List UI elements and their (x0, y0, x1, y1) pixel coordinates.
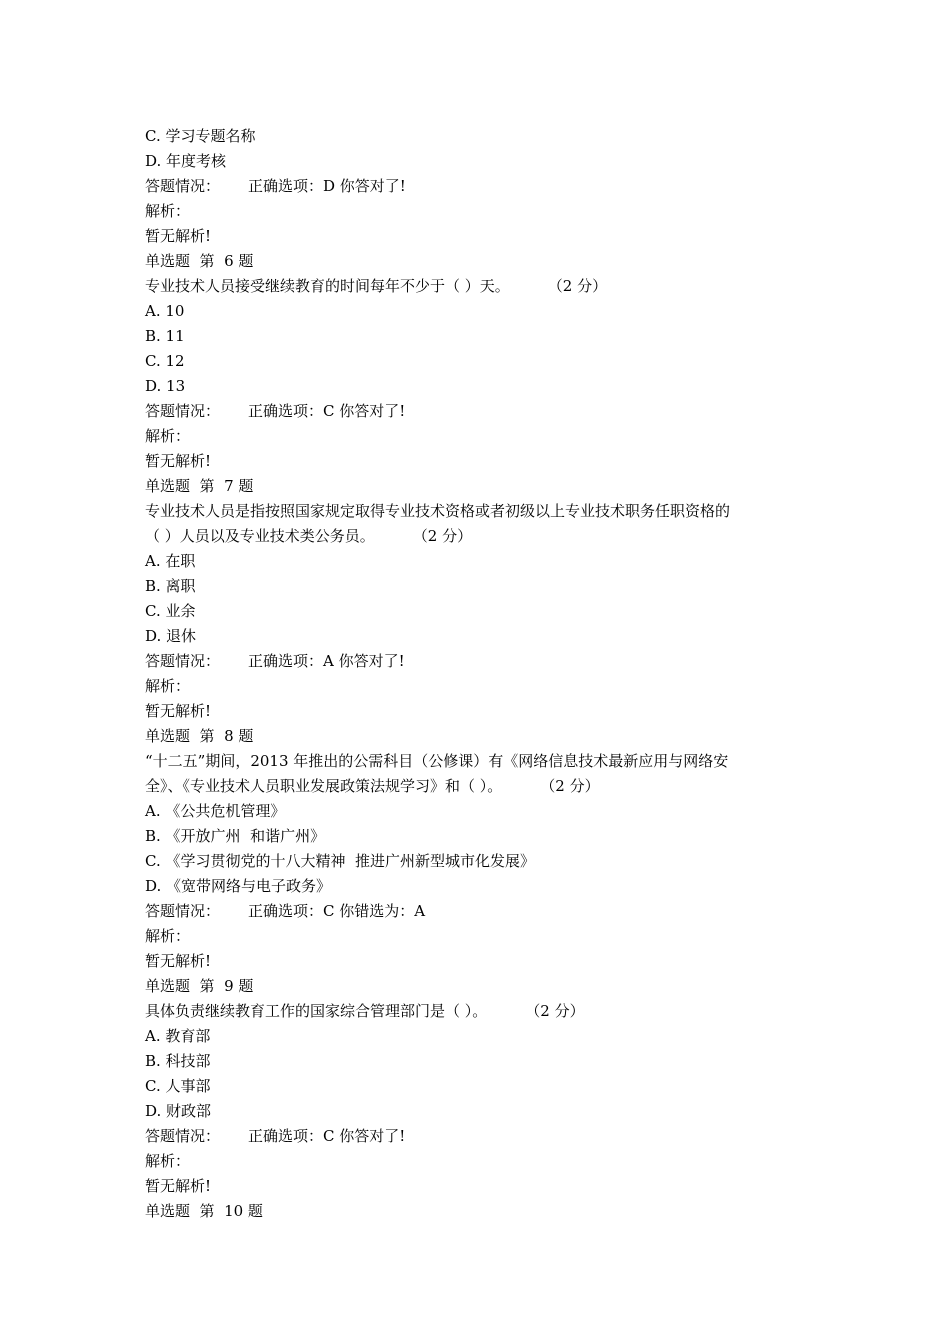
question-score: （2 分） (412, 527, 473, 545)
q6-header: 单选题 第 6 题 (145, 252, 254, 270)
q8-answer-status (145, 899, 815, 924)
q7-analysis-label: 解析： (145, 677, 191, 695)
question-score: （2 分） (525, 1002, 585, 1020)
q5-analysis-text: 暂无解析! (145, 227, 212, 245)
q8-question-line2 (145, 774, 815, 799)
document-page (145, 124, 815, 1224)
question-score: （2 分） (547, 277, 608, 295)
q9-analysis-label: 解析： (145, 1152, 191, 1170)
q7-option-b: B. 离职 (145, 577, 196, 595)
question-score: （2 分） (540, 777, 600, 795)
q8-analysis-label: 解析： (145, 927, 191, 945)
q6-option-d: D. 13 (145, 377, 186, 395)
q5-option-d: D. 年度考核 (145, 152, 227, 170)
q7-analysis-text: 暂无解析! (145, 702, 212, 720)
q8-question-line1: “十二五”期间，2013 年推出的公需科目（公修课）有《网络信息技术最新应用与网络安 (145, 752, 729, 770)
q7-question-line2 (145, 524, 815, 549)
question-text: 专业技术人员接受继续教育的时间每年不少于（ ）天。 (145, 277, 510, 295)
status-label: 答题情况： (145, 652, 221, 670)
q8-option-c: C. 《学习贯彻党的十八大精神 推进广州新型城市化发展》 (145, 852, 536, 870)
q7-option-a: A. 在职 (145, 552, 196, 570)
q7-question-line1: 专业技术人员是指按照国家规定取得专业技术资格或者初级以上专业技术职务任职资格的 (145, 502, 731, 520)
q6-analysis-label: 解析： (145, 427, 191, 445)
status-text: 正确选项：C 你答对了! (248, 1127, 406, 1145)
q5-option-c: C. 学习专题名称 (145, 127, 256, 145)
question-text: 全》、《专业技术人员职业发展政策法规学习》和（ ）。 (145, 777, 503, 795)
question-text: （ ）人员以及专业技术类公务员。 (145, 527, 375, 545)
status-text: 正确选项：D 你答对了! (248, 177, 406, 195)
status-text: 正确选项：C 你错选为：A (248, 902, 426, 920)
status-label: 答题情况： (145, 402, 221, 420)
q9-option-c: C. 人事部 (145, 1077, 211, 1095)
q6-analysis-text: 暂无解析! (145, 452, 212, 470)
q9-option-a: A. 教育部 (145, 1027, 211, 1045)
question-text: 具体负责继续教育工作的国家综合管理部门是（ ）。 (145, 1002, 488, 1020)
q6-question (145, 274, 815, 299)
q8-option-d: D. 《宽带网络与电子政务》 (145, 877, 332, 895)
q6-option-b: B. 11 (145, 327, 185, 345)
q8-header: 单选题 第 8 题 (145, 727, 254, 745)
q6-option-c: C. 12 (145, 352, 185, 370)
status-text: 正确选项：C 你答对了! (248, 402, 406, 420)
q7-option-c: C. 业余 (145, 602, 196, 620)
q9-question (145, 999, 815, 1024)
q8-analysis-text: 暂无解析! (145, 952, 212, 970)
q9-option-b: B. 科技部 (145, 1052, 211, 1070)
q8-option-b: B. 《开放广州 和谐广州》 (145, 827, 326, 845)
q7-header: 单选题 第 7 题 (145, 477, 254, 495)
status-text: 正确选项：A 你答对了! (248, 652, 405, 670)
q10-header: 单选题 第 10 题 (145, 1202, 263, 1220)
status-label: 答题情况： (145, 902, 221, 920)
q8-option-a: A. 《公共危机管理》 (145, 802, 286, 820)
q9-answer-status (145, 1124, 815, 1149)
q9-analysis-text: 暂无解析! (145, 1177, 212, 1195)
q6-option-a: A. 10 (145, 302, 185, 320)
status-label: 答题情况： (145, 177, 221, 195)
q7-option-d: D. 退休 (145, 627, 197, 645)
q7-answer-status (145, 649, 815, 674)
q6-answer-status (145, 399, 815, 424)
q5-answer-status (145, 174, 815, 199)
q9-option-d: D. 财政部 (145, 1102, 212, 1120)
q9-header: 单选题 第 9 题 (145, 977, 254, 995)
status-label: 答题情况： (145, 1127, 221, 1145)
q5-analysis-label: 解析： (145, 202, 191, 220)
